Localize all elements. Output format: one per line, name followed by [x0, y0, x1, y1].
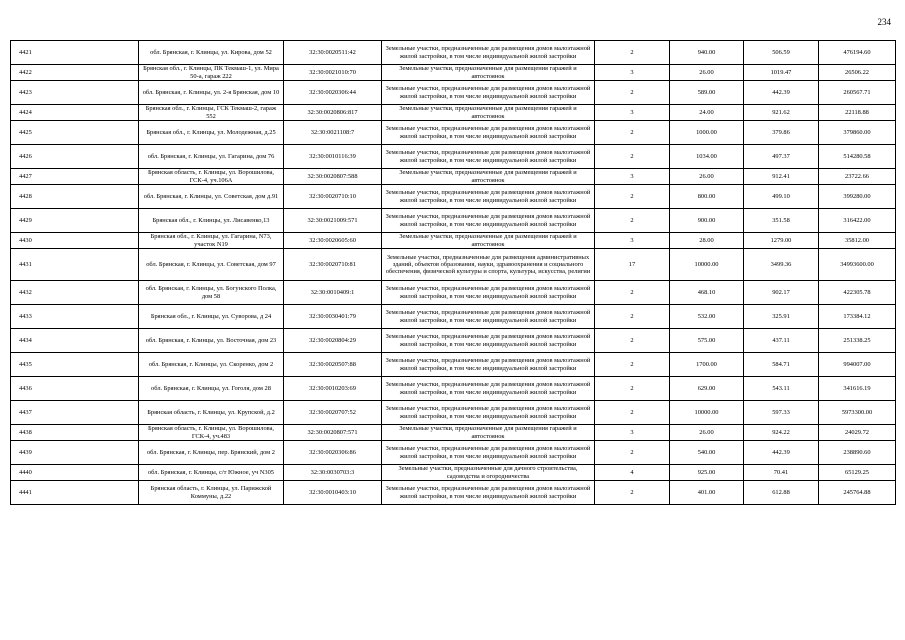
group-code-cell: 2: [595, 185, 670, 209]
address-cell: Брянская область, г. Клинцы, ул. Крупской, д.2: [139, 401, 284, 425]
table-row: [11, 329, 896, 353]
row-number: 4436: [11, 377, 139, 401]
cadastral-number-cell: 32:30:0020710:10: [284, 185, 382, 209]
table-row: [11, 81, 896, 105]
group-code-cell: 2: [595, 481, 670, 505]
land-use-cell: Земельные участки, предназначенные для размещения домов малоэтажной жилой застройки, в том числе индивидуальной жилой застройки: [382, 377, 595, 401]
table-row: [11, 169, 896, 185]
row-number: 4432: [11, 281, 139, 305]
area-cell: 940.00: [670, 41, 744, 65]
address-cell: обл. Брянская, г. Клинцы, ул. Скоренко, дом 2: [139, 353, 284, 377]
address-cell: Брянская обл., г. Клинцы, ПК Текмаш-1, ул. Мира 50-а, гараж 222: [139, 65, 284, 81]
group-code-cell: 3: [595, 169, 670, 185]
group-code-cell: 2: [595, 121, 670, 145]
address-cell: обл. Брянская, г. Клинцы, ул. Гагарина, дом 76: [139, 145, 284, 169]
cadastral-number-cell: 32:30:0020807:571: [284, 425, 382, 441]
cadastral-value-cell: 341616.19: [819, 377, 896, 401]
land-use-cell: Земельные участки, предназначенные для размещения домов малоэтажной жилой застройки, в том числе индивидуальной жилой застройки: [382, 81, 595, 105]
area-cell: 24.00: [670, 105, 744, 121]
row-number: 4434: [11, 329, 139, 353]
cadastral-number-cell: 32:30:0020707:52: [284, 401, 382, 425]
cadastral-value-cell: 26506.22: [819, 65, 896, 81]
address-cell: Брянская область, г. Клинцы, ул. Ворошилова, ГСК-4, уч.106А: [139, 169, 284, 185]
unit-value-cell: 612.88: [744, 481, 819, 505]
group-code-cell: 17: [595, 249, 670, 281]
cadastral-value-cell: 514280.58: [819, 145, 896, 169]
cadastral-value-cell: 24029.72: [819, 425, 896, 441]
area-cell: 540.00: [670, 441, 744, 465]
land-use-cell: Земельные участки, предназначенные для размещения гаражей и автостоянок: [382, 169, 595, 185]
group-code-cell: 4: [595, 465, 670, 481]
address-cell: Брянская обл., г. Клинцы, ул. Лисавенко,13: [139, 209, 284, 233]
table-row: [11, 105, 896, 121]
area-cell: 532.00: [670, 305, 744, 329]
cadastral-value-cell: 65129.25: [819, 465, 896, 481]
table-row: [11, 121, 896, 145]
cadastral-value-cell: 22118.88: [819, 105, 896, 121]
unit-value-cell: 924.22: [744, 425, 819, 441]
group-code-cell: 2: [595, 305, 670, 329]
group-code-cell: 2: [595, 377, 670, 401]
address-cell: Брянская обл., г. Клинцы, ул. Гагарина, N73, участок N19: [139, 233, 284, 249]
land-use-cell: Земельные участки, предназначенные для размещения гаражей и автостоянок: [382, 105, 595, 121]
group-code-cell: 3: [595, 65, 670, 81]
cadastral-number-cell: 32:30:0020806:817: [284, 105, 382, 121]
row-number: 4429: [11, 209, 139, 233]
unit-value-cell: 921.62: [744, 105, 819, 121]
land-use-cell: Земельные участки, предназначенные для размещения гаражей и автостоянок: [382, 425, 595, 441]
unit-value-cell: 902.17: [744, 281, 819, 305]
cadastral-value-cell: 399280.00: [819, 185, 896, 209]
table-body: [11, 41, 896, 505]
address-cell: Брянская область, г. Клинцы, ул. Ворошилова, ГСК-4, уч.483: [139, 425, 284, 441]
area-cell: 10000.00: [670, 249, 744, 281]
table-row: [11, 401, 896, 425]
area-cell: 925.00: [670, 465, 744, 481]
area-cell: 401.00: [670, 481, 744, 505]
cadastral-value-cell: 379860.00: [819, 121, 896, 145]
cadastral-number-cell: 32:30:0020605:60: [284, 233, 382, 249]
land-use-cell: Земельные участки, предназначенные для размещения гаражей и автостоянок: [382, 65, 595, 81]
unit-value-cell: 442.39: [744, 441, 819, 465]
land-use-cell: Земельные участки, предназначенные для размещения домов малоэтажной жилой застройки, в том числе индивидуальной жилой застройки: [382, 41, 595, 65]
table-row: [11, 481, 896, 505]
cadastral-number-cell: 32:30:0030703:3: [284, 465, 382, 481]
row-number: 4431: [11, 249, 139, 281]
group-code-cell: 2: [595, 81, 670, 105]
unit-value-cell: 3499.36: [744, 249, 819, 281]
group-code-cell: 2: [595, 353, 670, 377]
cadastral-value-cell: 35812.00: [819, 233, 896, 249]
group-code-cell: 2: [595, 329, 670, 353]
cadastral-value-cell: 5973300.00: [819, 401, 896, 425]
cadastral-value-cell: 34993600.00: [819, 249, 896, 281]
cadastral-number-cell: 32:30:0020507:88: [284, 353, 382, 377]
group-code-cell: 2: [595, 401, 670, 425]
cadastral-value-cell: 173384.12: [819, 305, 896, 329]
cadastral-value-cell: 251338.25: [819, 329, 896, 353]
unit-value-cell: 351.58: [744, 209, 819, 233]
table-row: [11, 65, 896, 81]
unit-value-cell: 584.71: [744, 353, 819, 377]
unit-value-cell: 497.37: [744, 145, 819, 169]
cadastral-number-cell: 32:30:0010403:10: [284, 481, 382, 505]
area-cell: 28.00: [670, 233, 744, 249]
area-cell: 26.00: [670, 169, 744, 185]
table-row: [11, 281, 896, 305]
table-row: [11, 377, 896, 401]
row-number: 4426: [11, 145, 139, 169]
table-row: [11, 185, 896, 209]
land-use-cell: Земельные участки, предназначенные для размещения административных зданий, объектов образования, науки, здравоохранения и социального обеспечения, физической культуры и спорта, культуры, искусства, религии: [382, 249, 595, 281]
cadastral-number-cell: 32:30:0010116:39: [284, 145, 382, 169]
address-cell: обл. Брянская, г. Клинцы, ул. Советская, дом 97: [139, 249, 284, 281]
land-use-cell: Земельные участки, предназначенные для размещения домов малоэтажной жилой застройки, в том числе индивидуальной жилой застройки: [382, 145, 595, 169]
row-number: 4423: [11, 81, 139, 105]
unit-value-cell: 325.91: [744, 305, 819, 329]
cadastral-number-cell: 32:30:0021108:7: [284, 121, 382, 145]
unit-value-cell: 1019.47: [744, 65, 819, 81]
cadastral-number-cell: 32:30:0020306:44: [284, 81, 382, 105]
unit-value-cell: 70.41: [744, 465, 819, 481]
cadastral-value-cell: 23722.66: [819, 169, 896, 185]
cadastral-value-cell: 260567.71: [819, 81, 896, 105]
table-row: [11, 353, 896, 377]
land-use-cell: Земельные участки, предназначенные для дачного строительства, садоводства и огородничества: [382, 465, 595, 481]
area-cell: 468.10: [670, 281, 744, 305]
cadastral-value-cell: 422305.78: [819, 281, 896, 305]
table-row: [11, 233, 896, 249]
unit-value-cell: 437.11: [744, 329, 819, 353]
table-row: [11, 305, 896, 329]
area-cell: 1034.00: [670, 145, 744, 169]
land-use-cell: Земельные участки, предназначенные для размещения домов малоэтажной жилой застройки, в том числе индивидуальной жилой застройки: [382, 185, 595, 209]
cadastral-value-cell: 245764.88: [819, 481, 896, 505]
cadastral-number-cell: 32:30:0020804:29: [284, 329, 382, 353]
cadastral-number-cell: 32:30:0020807:588: [284, 169, 382, 185]
area-cell: 629.00: [670, 377, 744, 401]
address-cell: Брянская область, г. Клинцы, ул. Парижской Коммуны, д.22: [139, 481, 284, 505]
group-code-cell: 3: [595, 425, 670, 441]
row-number: 4441: [11, 481, 139, 505]
unit-value-cell: 597.33: [744, 401, 819, 425]
land-use-cell: Земельные участки, предназначенные для размещения гаражей и автостоянок: [382, 233, 595, 249]
area-cell: 10000.00: [670, 401, 744, 425]
group-code-cell: 3: [595, 105, 670, 121]
area-cell: 800.00: [670, 185, 744, 209]
row-number: 4435: [11, 353, 139, 377]
row-number: 4421: [11, 41, 139, 65]
area-cell: 26.00: [670, 65, 744, 81]
cadastral-number-cell: 32:30:0021009:571: [284, 209, 382, 233]
group-code-cell: 2: [595, 281, 670, 305]
land-use-cell: Земельные участки, предназначенные для размещения домов малоэтажной жилой застройки, в том числе индивидуальной жилой застройки: [382, 353, 595, 377]
cadastral-number-cell: 32:30:0021010:70: [284, 65, 382, 81]
address-cell: Брянская обл., г. Клинцы, ул. Суворова, д 24: [139, 305, 284, 329]
row-number: 4433: [11, 305, 139, 329]
table-row: [11, 41, 896, 65]
area-cell: 1000.00: [670, 121, 744, 145]
table-row: [11, 209, 896, 233]
land-use-cell: Земельные участки, предназначенные для размещения домов малоэтажной жилой застройки, в том числе индивидуальной жилой застройки: [382, 329, 595, 353]
cadastral-number-cell: 32:30:0010203:69: [284, 377, 382, 401]
unit-value-cell: 442.39: [744, 81, 819, 105]
address-cell: Брянская обл., г. Клинцы, ГСК Текмаш-2, гараж 552: [139, 105, 284, 121]
page-number: 234: [877, 17, 891, 27]
unit-value-cell: 1279.00: [744, 233, 819, 249]
table-row: [11, 465, 896, 481]
unit-value-cell: 499.10: [744, 185, 819, 209]
table-row: [11, 441, 896, 465]
group-code-cell: 2: [595, 145, 670, 169]
group-code-cell: 3: [595, 233, 670, 249]
row-number: 4437: [11, 401, 139, 425]
cadastral-number-cell: 32:30:0020710:81: [284, 249, 382, 281]
address-cell: обл. Брянская, г. Клинцы, ул. Советская, дом д.91: [139, 185, 284, 209]
row-number: 4425: [11, 121, 139, 145]
row-number: 4440: [11, 465, 139, 481]
cadastral-number-cell: 32:30:0020511:42: [284, 41, 382, 65]
address-cell: обл. Брянская, г. Клинцы, ул. 2-я Брянская, дом 10: [139, 81, 284, 105]
unit-value-cell: 543.11: [744, 377, 819, 401]
cadastral-number-cell: 32:30:0020306:86: [284, 441, 382, 465]
cadastral-value-cell: 476194.60: [819, 41, 896, 65]
cadastral-value-cell: 316422.00: [819, 209, 896, 233]
area-cell: 26.00: [670, 425, 744, 441]
land-use-cell: Земельные участки, предназначенные для размещения домов малоэтажной жилой застройки, в том числе индивидуальной жилой застройки: [382, 209, 595, 233]
land-use-cell: Земельные участки, предназначенные для размещения домов малоэтажной жилой застройки, в том числе индивидуальной жилой застройки: [382, 401, 595, 425]
address-cell: обл. Брянская, г. Клинцы, ул. Гоголя, дом 28: [139, 377, 284, 401]
land-use-cell: Земельные участки, предназначенные для размещения домов малоэтажной жилой застройки, в том числе индивидуальной жилой застройки: [382, 305, 595, 329]
table-row: [11, 425, 896, 441]
area-cell: 589.00: [670, 81, 744, 105]
unit-value-cell: 506.59: [744, 41, 819, 65]
land-parcels-table: [10, 40, 896, 505]
cadastral-number-cell: 32:30:0030401:79: [284, 305, 382, 329]
cadastral-number-cell: 32:30:0010409:1: [284, 281, 382, 305]
unit-value-cell: 379.86: [744, 121, 819, 145]
row-number: 4424: [11, 105, 139, 121]
table-row: [11, 249, 896, 281]
row-number: 4422: [11, 65, 139, 81]
group-code-cell: 2: [595, 41, 670, 65]
area-cell: 575.00: [670, 329, 744, 353]
group-code-cell: 2: [595, 209, 670, 233]
cadastral-value-cell: 238890.60: [819, 441, 896, 465]
land-use-cell: Земельные участки, предназначенные для размещения домов малоэтажной жилой застройки, в том числе индивидуальной жилой застройки: [382, 481, 595, 505]
address-cell: обл. Брянская, г. Клинцы, ул. Богунского Полка, дом 58: [139, 281, 284, 305]
address-cell: обл. Брянская, г. Клинцы, пер. Брянский, дом 2: [139, 441, 284, 465]
land-use-cell: Земельные участки, предназначенные для размещения домов малоэтажной жилой застройки, в том числе индивидуальной жилой застройки: [382, 281, 595, 305]
address-cell: обл. Брянская, г. Клинцы, с/т Южное, уч N305: [139, 465, 284, 481]
row-number: 4427: [11, 169, 139, 185]
address-cell: обл. Брянская, г. Клинцы, ул. Кирова, дом 52: [139, 41, 284, 65]
address-cell: обл. Брянская, г. Клинцы, ул. Восточная, дом 23: [139, 329, 284, 353]
row-number: 4428: [11, 185, 139, 209]
land-use-cell: Земельные участки, предназначенные для размещения домов малоэтажной жилой застройки, в том числе индивидуальной жилой застройки: [382, 441, 595, 465]
row-number: 4439: [11, 441, 139, 465]
land-use-cell: Земельные участки, предназначенные для размещения домов малоэтажной жилой застройки, в том числе индивидуальной жилой застройки: [382, 121, 595, 145]
address-cell: Брянская обл., г. Клинцы, ул. Молодежная, д.25: [139, 121, 284, 145]
row-number: 4430: [11, 233, 139, 249]
area-cell: 900.00: [670, 209, 744, 233]
row-number: 4438: [11, 425, 139, 441]
table-row: [11, 145, 896, 169]
unit-value-cell: 912.41: [744, 169, 819, 185]
cadastral-value-cell: 994007.00: [819, 353, 896, 377]
area-cell: 1700.00: [670, 353, 744, 377]
group-code-cell: 2: [595, 441, 670, 465]
